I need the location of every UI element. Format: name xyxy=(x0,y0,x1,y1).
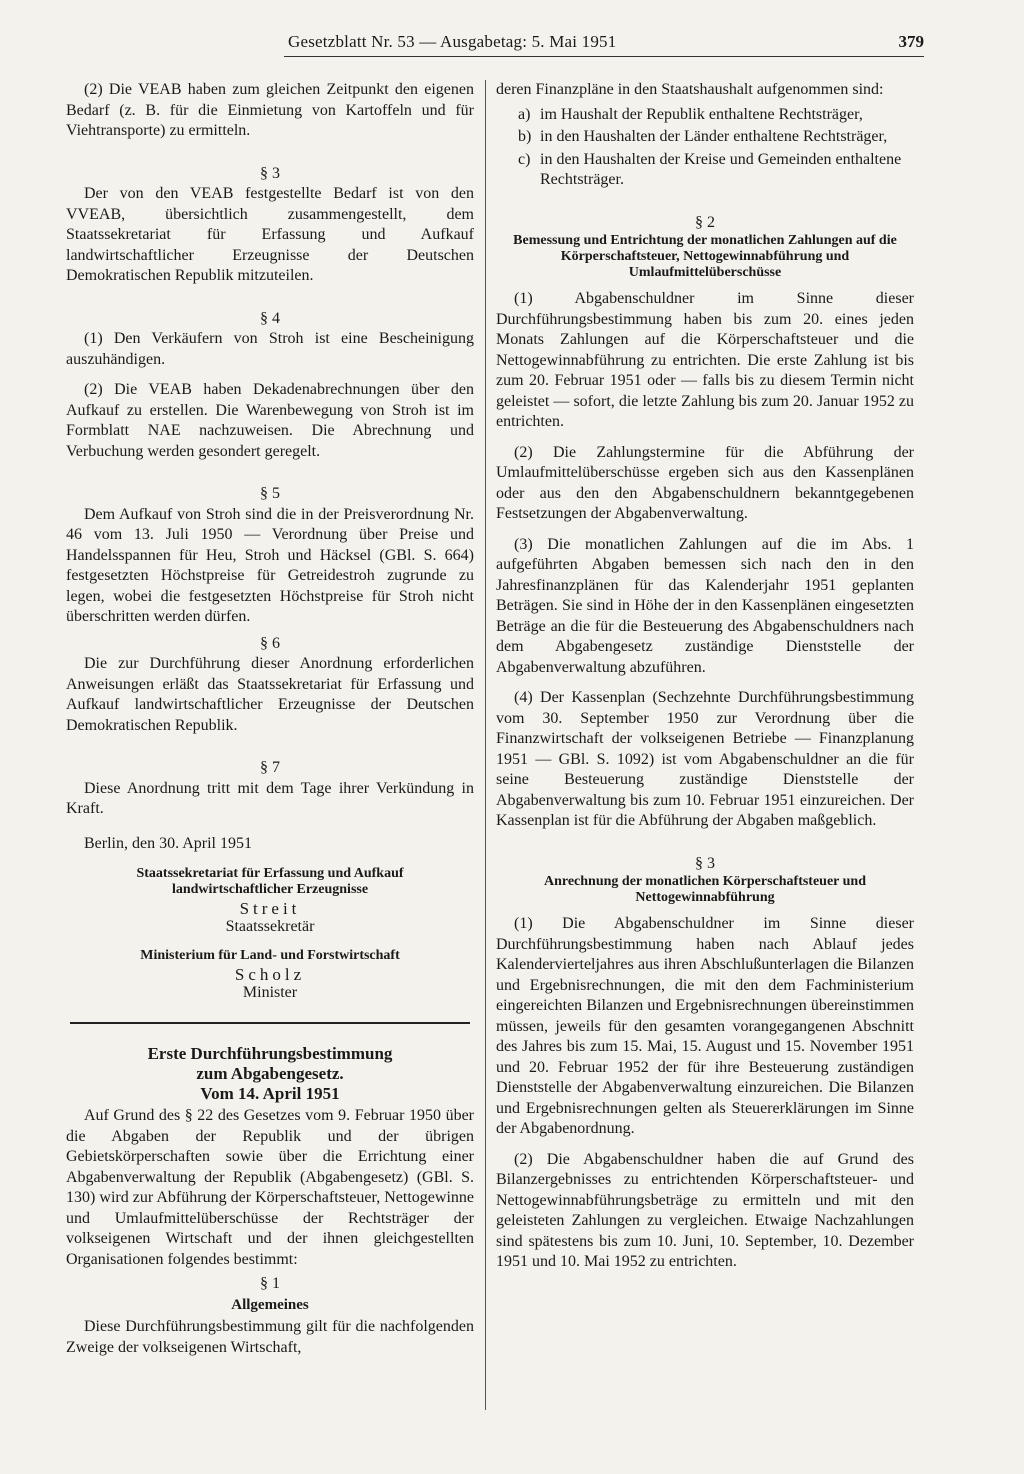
section-title: Allgemeines xyxy=(231,1296,309,1313)
section-heading: § 2 xyxy=(695,213,715,231)
list-item: b) in den Haushalten der Länder enthaltene Rechtsträger, xyxy=(518,128,888,145)
paragraph: Diese Durchführungsbestimmung gilt für die nachfolgenden Zweige der volkseigenen Wirtschaft, xyxy=(66,1318,474,1356)
section-heading: § 6 xyxy=(260,634,280,652)
place-date: Berlin, den 30. April 1951 xyxy=(84,834,252,852)
gazette-title: Gesetzblatt Nr. 53 — Ausgabetag: 5. Mai 1951 xyxy=(288,32,617,51)
paragraph: (2) Die VEAB haben zum gleichen Zeitpunkt den eigenen Bedarf (z. B. für die Einmietung von Kartoffeln und für Viehtransporte) zu ermitteln. xyxy=(66,81,474,139)
signatory-org: Ministerium für Land- und Forstwirtschaft xyxy=(140,948,400,963)
signatory-name: Scholz xyxy=(234,965,306,984)
section-heading: § 1 xyxy=(260,1275,280,1292)
right-column xyxy=(496,80,914,1283)
list-item: a) im Haushalt der Republik enthaltene Rechtsträger, xyxy=(518,105,863,123)
list xyxy=(496,105,914,191)
paragraph: (2) Die VEAB haben Dekadenabrechnungen über den Aufkauf zu erstellen. Die Warenbewegung von Stroh ist im Formblatt NAE nachzuweisen. Die Abrechnung und Verbuchung werden gesondert geregelt. xyxy=(66,381,474,460)
section-heading: § 3 xyxy=(695,854,715,872)
section-heading: § 4 xyxy=(260,309,280,327)
section-title: Bemessung und Entrichtung der monatlichen Zahlungen auf die Körperschaftsteuer, Nettogewinnabführung und Umlaufmittelüberschüsse xyxy=(513,233,897,280)
paragraph: (2) Die Abgabenschuldner haben die auf Grund des Bilanzergebnisses zu entrichtenden Körperschaftsteuer- und Nettogewinnabführungsbeträge zu ermitteln und mit den geleisteten Zahlungen zu vergleichen. Etwaige Nachzahlungen sind spätestens bis zum 10. Juni, 10. September, 10. Dezember 1951 und 10. Mai 1952 zu entrichten. xyxy=(496,1150,914,1270)
left-column xyxy=(66,80,474,1368)
paragraph: deren Finanzpläne in den Staatshaushalt aufgenommen sind: xyxy=(496,81,884,98)
signatory-org: Staatssekretariat für Erfassung und Aufkauf landwirtschaftlicher Erzeugnisse xyxy=(136,866,404,897)
signature-block-1 xyxy=(66,866,474,936)
section-heading: § 7 xyxy=(260,759,280,776)
paragraph: (3) Die monatlichen Zahlungen auf die im Abs. 1 aufgeführten Abgaben bemessen sich nach den in den Jahresfinanzplänen für das Kalenderjahr 1951 geplanten Beträgen. Sie sind in Höhe der in den Kassenplänen eingesetzten Beträge an die für die Besteuerung des Abgabenschuldners nach dem Abgabengesetz zuständige Dienststelle der Abgabenverwaltung abzuführen. xyxy=(496,535,914,676)
page-number: 379 xyxy=(898,32,924,51)
section-heading: § 3 xyxy=(260,164,280,182)
header-rule xyxy=(284,56,924,57)
signatory-name: Streit xyxy=(239,899,301,918)
column-divider xyxy=(485,80,486,1410)
title-line: Erste Durchführungsbestimmung xyxy=(147,1044,393,1063)
page-header xyxy=(284,32,924,58)
paragraph: Dem Aufkauf von Stroh sind die in der Preisverordnung Nr. 46 vom 13. Juli 1950 — Verordnung über Preise und Handelsspannen für Heu, Stroh und Häcksel (GBl. S. 664) festgesetzten Höchstpreise für Getreidestroh zugrunde zu legen, wobei die festgesetzten Höchstpreise für Stroh nicht überschritten werden dürfen. xyxy=(66,505,474,625)
title-line: zum Abgabengesetz. xyxy=(196,1064,344,1083)
paragraph: (4) Der Kassenplan (Sechzehnte Durchführungsbestimmung vom 30. September 1950 zur Verordnung über die Finanzwirtschaft der volkseigenen Betriebe — Finanzplanung 1951 — GBl. S. 1092) ist vom Abgabenschuldner an die für seine Besteuerung zuständige Dienststelle der Abgabenverwaltung bis zum 10. Februar 1951 einzureichen. Der Kassenplan ist für die Abführung der Abgaben maßgeblich. xyxy=(496,689,914,829)
paragraph: Diese Anordnung tritt mit dem Tage ihrer Verkündung in Kraft. xyxy=(66,779,474,817)
paragraph: (2) Die Zahlungstermine für die Abführung der Umlaufmittelüberschüsse ergeben sich aus den Kassenplänen oder aus den den Abgabenschuldnern bekanntgegebenen Festsetzungen der Abgabenverwaltung. xyxy=(496,443,914,522)
paragraph: (1) Den Verkäufern von Stroh ist eine Bescheinigung auszuhändigen. xyxy=(66,330,474,368)
section-divider xyxy=(70,1022,470,1024)
signatory-role: Minister xyxy=(242,984,298,1001)
title-date: Vom 14. April 1951 xyxy=(200,1084,340,1103)
section-heading: § 5 xyxy=(260,485,280,502)
signatory-role: Staatssekretär xyxy=(225,918,315,935)
paragraph: Auf Grund des § 22 des Gesetzes vom 9. Februar 1950 über die Abgaben der Republik und der übrigen Gebietskörperschaften sowie über die Errichtung einer Abgabenverwaltung der Republik (Abgabengesetz) (GBl. S. 130) wird zur Abführung der Körperschaftsteuer, Nettogewinne und Umlaufmittelüberschüsse der Rechtsträger der volkseigenen Wirtschaft und der ihnen gleichgestellten Organisationen folgendes bestimmt: xyxy=(66,1107,474,1268)
signature-block-2 xyxy=(66,948,474,1002)
paragraph: Die zur Durchführung dieser Anordnung erforderlichen Anweisungen erläßt das Staatssekretariat für Erfassung und Aufkauf landwirtschaftlicher Erzeugnisse der Deutschen Demokratischen Republik. xyxy=(66,655,474,734)
paragraph: (1) Die Abgabenschuldner im Sinne dieser Durchführungsbestimmung haben nach Ablauf jedes Kalendervierteljahres aus ihren Abschlußunterlagen die Bilanzen und Ergebnisrechnungen, die mit den dem Fachministerium eingereichten Bilanzen und Ergebnisrechnungen übereinstimmen müssen, jeweils für den gesamten vorangegangenen Abschnitt des Jahres bis zum 15. Mai, 15. August und 15. November 1951 und 20. Februar 1952 der für ihre Besteuerung zuständigen Dienststelle der Abgabenverwaltung einzureichen. Die Bilanzen und Ergebnisrechnungen gelten als Steuererklärungen im Sinne der Abgabenordnung. xyxy=(496,915,914,1137)
regulation-title xyxy=(66,1044,474,1104)
list-item: c) in den Haushalten der Kreise und Gemeinden enthaltene Rechtsträger. xyxy=(518,150,902,188)
paragraph: Der von den VEAB festgestellte Bedarf ist von den VVEAB, übersichtlich zusammengestellt, dem Staatssekretariat für Erfassung und Aufkauf landwirtschaftlicher Erzeugnisse der Deutschen Demokratischen Republik mitzuteilen. xyxy=(66,185,474,284)
paragraph: (1) Abgabenschuldner im Sinne dieser Durchführungsbestimmung haben bis zum 20. eines jeden Monats Zahlungen auf die Körperschaftsteuer und die Nettogewinnabführung zu entrichten. Die erste Zahlung ist bis zum 20. Februar 1951 oder — falls bis zu diesem Termin nicht geleistet — sofort, die letzte Zahlung bis zum 20. Januar 1952 zu entrichten. xyxy=(496,290,914,430)
section-title: Anrechnung der monatlichen Körperschaftsteuer und Nettogewinnabführung xyxy=(543,874,866,905)
